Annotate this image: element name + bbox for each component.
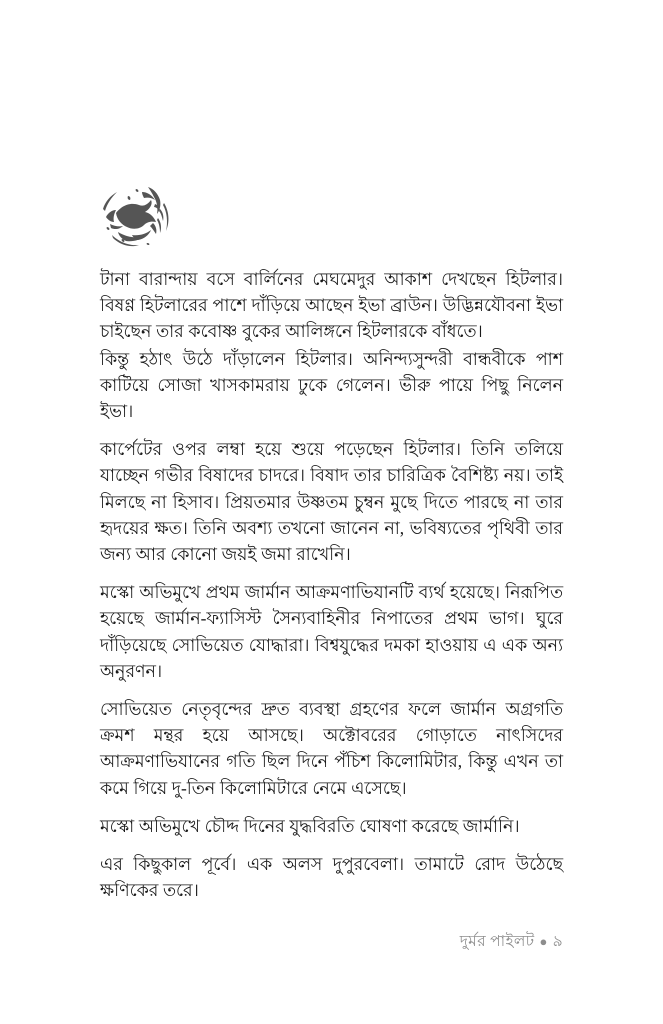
paragraph: মস্কো অভিমুখে প্রথম জার্মান আক্রমণাভিযানটি ব্যর্থ হয়েছে। নিরূপিত হয়েছে জার্মান-ফ্যাসিস্ট সৈন্যবাহিনীর নিপাতের প্রথম ভাগ। ঘুরে দাঁড়িয়েছে সোভিয়েত যোদ্ধারা। বিশ্বযুদ্ধের দমকা হাওয়ায় এ এক অন্য অনুরণন।: [100, 582, 563, 681]
page-body: [100, 266, 563, 903]
paragraph: টানা বারান্দায় বসে বার্লিনের মেঘমেদুর আকাশ দেখছেন হিটলার। বিষণ্ণ হিটলারের পাশে দাঁড়িয়ে আছেন ইভা ব্রাউন। উদ্ভিন্নযৌবনা ইভা চাইছেন তার কবোষ্ণ বুকের আলিঙ্গনে হিটলারকে বাঁধতে।: [100, 269, 563, 342]
paragraph: কার্পেটের ওপর লম্বা হয়ে শুয়ে পড়েছেন হিটলার। তিনি তলিয়ে যাচ্ছেন গভীর বিষাদের চাদরে। বিষাদ তার চারিত্রিক বৈশিষ্ট্য নয়। তাই মিলছে না হিসাব। প্রিয়তমার উষ্ণতম চুম্বন মুছে দিতে পারছে না তার হৃদয়ের ক্ষত। তিনি অবশ্য তখনো জানেন না, ভবিষ্যতের পৃথিবী তার জন্য আর কোনো জয়ই জমা রাখেনি।: [100, 439, 563, 565]
page-footer: [0, 932, 663, 952]
paragraph: এর কিছুকাল পূর্বে। এক অলস দুপুরবেলা। তামাটে রোদ উঠেছে ক্ষণিকের তরে।: [100, 854, 563, 901]
page-number: ৯: [552, 933, 563, 950]
footer-separator-dot: ●: [539, 934, 548, 950]
paragraph: মস্কো অভিমুখে চৌদ্দ দিনের যুদ্ধবিরতি ঘোষণা করেছে জার্মানি।: [100, 815, 520, 836]
book-title: দুর্মর পাইলট: [459, 933, 535, 950]
paragraph: সোভিয়েত নেতৃবৃন্দের দ্রুত ব্যবস্থা গ্রহণের ফলে জার্মান অগ্রগতি ক্রমশ মন্থর হয়ে আসছে। অক্টোবরের গোড়াতে নাৎসিদের আক্রমণাভিযানের গতি ছিল দিনে পঁচিশ কিলোমিটার, কিন্তু এখন তা কমে গিয়ে দু-তিন কিলোমিটারে নেমে এসেছে।: [100, 699, 563, 798]
brush-splash-ornament: [98, 183, 178, 249]
paragraph: কিন্তু হঠাৎ উঠে দাঁড়ালেন হিটলার। অনিন্দ্যসুন্দরী বান্ধবীকে পাশ কাটিয়ে সোজা খাসকামরায় ঢুকে গেলেন। ভীরু পায়ে পিছু নিলেন ইভা।: [100, 348, 563, 422]
footer-content: [460, 932, 563, 952]
